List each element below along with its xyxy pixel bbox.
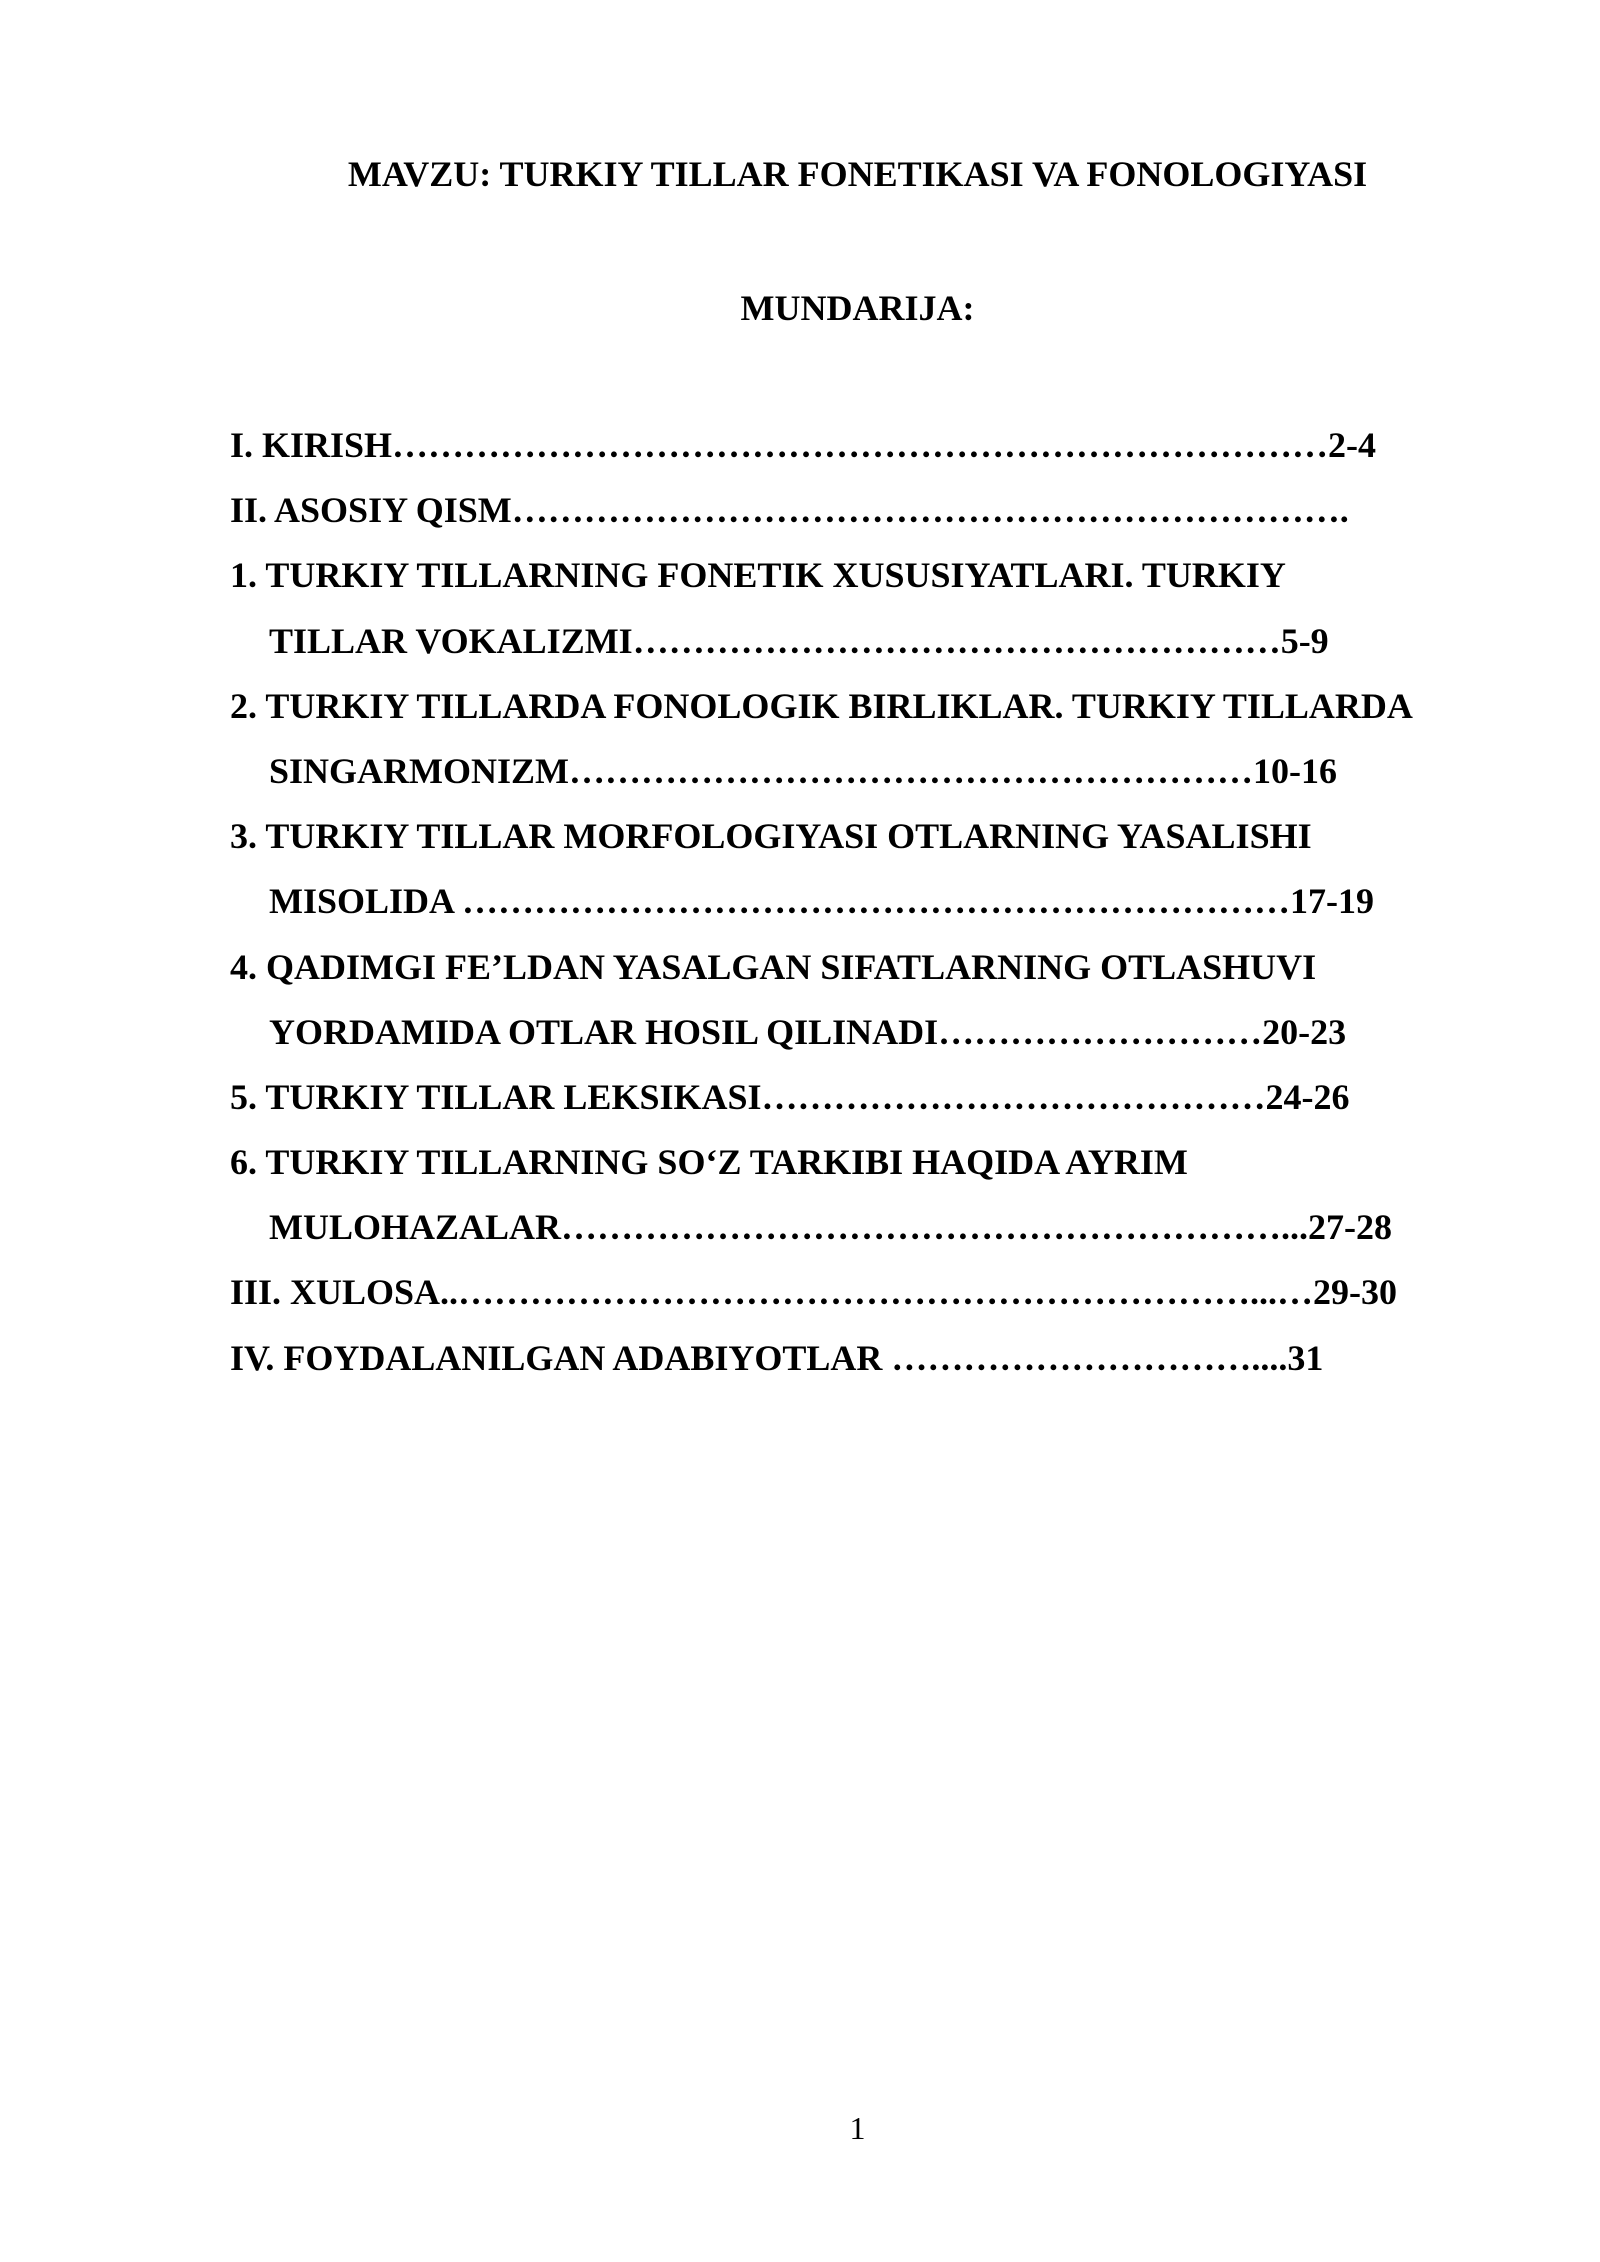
toc-entry-5: 5. TURKIY TILLAR LEKSIKASI……………………………………24-26: [230, 1076, 1350, 1117]
toc-entry-2-line-1: 2. TURKIY TILLARDA FONOLOGIK BIRLIKLAR. TURKIY TILLARDA: [230, 685, 1413, 726]
toc-entry-1-line-1: 1. TURKIY TILLARNING FONETIK XUSUSIYATLARI. TURKIY: [230, 555, 1286, 596]
toc-entry-4-line-1: 4. QADIMGI FE’LDAN YASALGAN SIFATLARNING OTLASHUVI: [230, 946, 1317, 987]
toc-entry-asosiy-qism: II. ASOSIY QISM…………………………………………………………….: [230, 490, 1349, 531]
toc-entry-6-line-1: 6. TURKIY TILLARNING SO‘Z TARKIBI HAQIDA AYRIM: [230, 1142, 1188, 1183]
toc-entry-1-line-2: TILLAR VOKALIZMI………………………………………………5-9: [269, 620, 1329, 661]
toc-entry-xulosa: III. XULOSA..…………………………………………………………...…29-30: [230, 1272, 1398, 1313]
toc-entry-adabiyotlar: IV. FOYDALANILGAN ADABIYOTLAR …………………………....31: [230, 1337, 1324, 1378]
toc-entry-3-line-1: 3. TURKIY TILLAR MORFOLOGIYASI OTLARNING YASALISHI: [230, 816, 1312, 857]
toc-entry-kirish: I. KIRISH……………………………………………………………………2-4: [230, 425, 1377, 465]
toc-entry-2-line-2: SINGARMONIZM…………………………………………………10-16: [269, 750, 1337, 791]
page-title: MAVZU: TURKIY TILLAR FONETIKASI VA FONOLOGIYASI: [347, 154, 1368, 194]
page-number: 1: [849, 2110, 866, 2146]
toc-entry-3-line-2: MISOLIDA ……………………………………………………………17-19: [269, 881, 1375, 922]
toc-entry-6-line-2: MULOHAZALAR……………………………………………………...27-28: [269, 1207, 1392, 1248]
table-of-contents: [230, 413, 1510, 1391]
toc-entry-4-line-2: YORDAMIDA OTLAR HOSIL QILINADI………………………20-23: [269, 1011, 1347, 1052]
contents-heading: MUNDARIJA:: [740, 288, 975, 328]
